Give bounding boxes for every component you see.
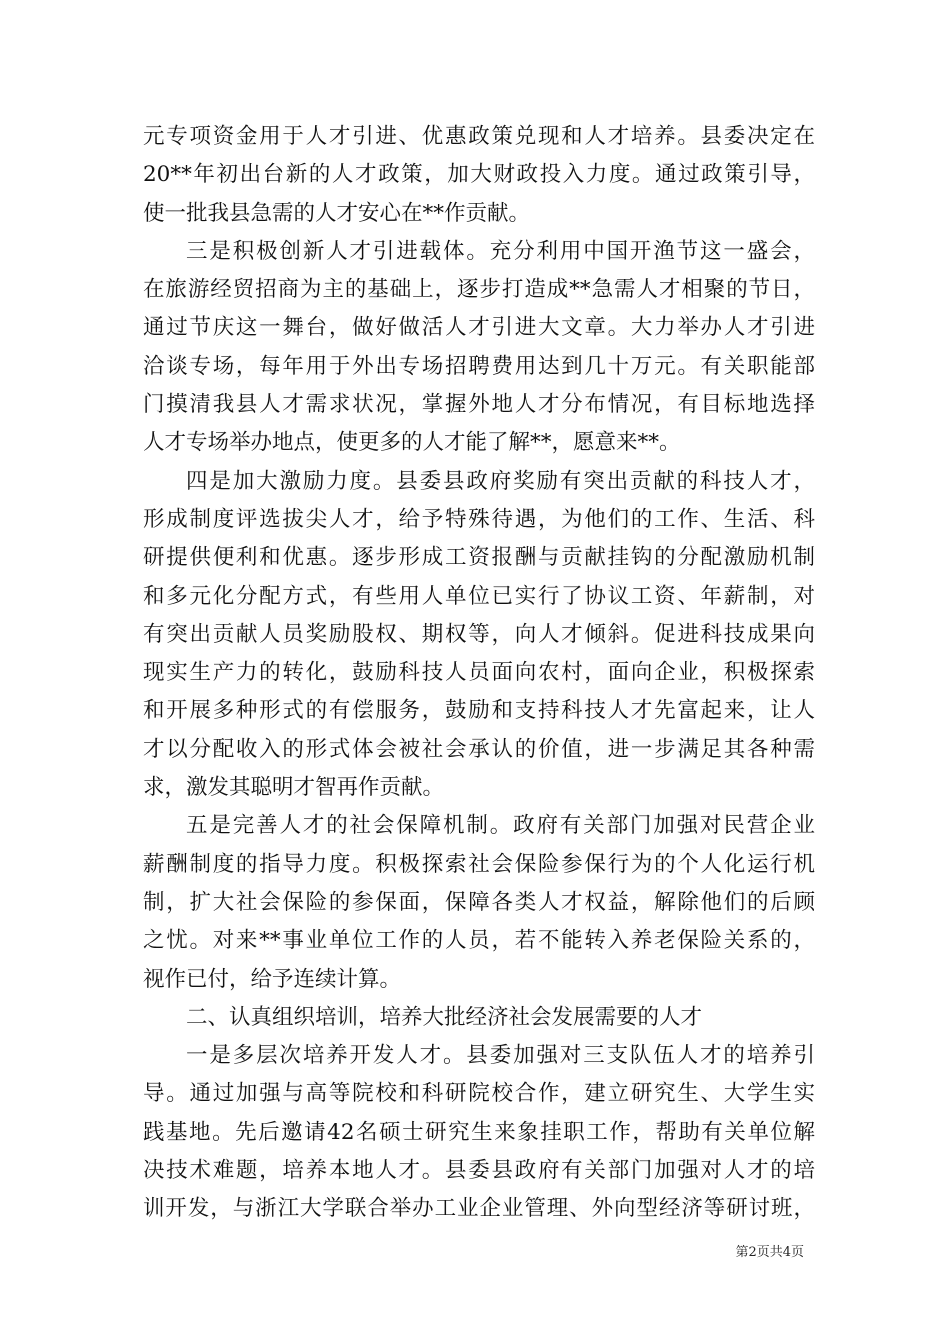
text-line: 薪酬制度的指导力度。积极探索社会保险参保行为的个人化运行机 bbox=[143, 851, 815, 877]
text-line: 洽谈专场，每年用于外出专场招聘费用达到几十万元。有关职能部 bbox=[143, 353, 815, 379]
text-line: 元专项资金用于人才引进、优惠政策兑现和人才培养。县委决定在 bbox=[143, 124, 815, 149]
page-number: 第2页共4页 bbox=[735, 1245, 804, 1260]
text-line: 人才专场举办地点，使更多的人才能了解**，愿意来**。 bbox=[143, 430, 681, 456]
text-line: 研提供便利和优惠。逐步形成工资报酬与贡献挂钩的分配激励机制 bbox=[143, 545, 815, 571]
text-line: 决技术难题，培养本地人才。县委县政府有关部门加强对人才的培 bbox=[143, 1158, 815, 1184]
text-line: 视作已付，给予连续计算。 bbox=[143, 966, 402, 992]
body-text bbox=[143, 118, 815, 1229]
text-line: 一是多层次培养开发人才。县委加强对三支队伍人才的培养引 bbox=[186, 1043, 815, 1069]
text-line: 和开展多种形式的有偿服务，鼓励和支持科技人才先富起来，让人 bbox=[143, 698, 815, 724]
text-line: 三是积极创新人才引进载体。充分利用中国开渔节这一盛会， bbox=[186, 238, 815, 264]
text-line: 训开发，与浙江大学联合举办工业企业管理、外向型经济等研讨班， bbox=[143, 1196, 815, 1222]
text-line: 才以分配收入的形式体会被社会承认的价值，进一步满足其各种需 bbox=[143, 736, 815, 762]
text-line: 五是完善人才的社会保障机制。政府有关部门加强对民营企业 bbox=[186, 813, 815, 839]
text-line: 通过节庆这一舞台，做好做活人才引进大文章。大力举办人才引进 bbox=[143, 315, 815, 341]
text-line: 形成制度评选拔尖人才，给予特殊待遇，为他们的工作、生活、科 bbox=[143, 506, 815, 532]
text-line: 现实生产力的转化，鼓励科技人员面向农村，面向企业，积极探索 bbox=[143, 660, 815, 686]
text-line: 20**年初出台新的人才政策，加大财政投入力度。通过政策引导， bbox=[143, 162, 815, 188]
text-line: 求，激发其聪明才智再作贡献。 bbox=[143, 775, 445, 801]
text-line: 践基地。先后邀请42名硕士研究生来象挂职工作，帮助有关单位解 bbox=[143, 1119, 815, 1145]
text-line: 之忧。对来**事业单位工作的人员，若不能转入养老保险关系的， bbox=[143, 928, 815, 954]
text-line: 导。通过加强与高等院校和科研院校合作，建立研究生、大学生实 bbox=[143, 1081, 815, 1107]
text-line: 和多元化分配方式，有些用人单位已实行了协议工资、年薪制，对 bbox=[143, 583, 815, 609]
text-line: 二、认真组织培训，培养大批经济社会发展需要的人才 bbox=[186, 1004, 703, 1030]
text-line: 四是加大激励力度。县委县政府奖励有突出贡献的科技人才， bbox=[186, 468, 815, 494]
text-line: 在旅游经贸招商为主的基础上，逐步打造成**急需人才相聚的节日， bbox=[143, 277, 815, 303]
text-line: 制，扩大社会保险的参保面，保障各类人才权益，解除他们的后顾 bbox=[143, 889, 815, 915]
text-line: 有突出贡献人员奖励股权、期权等，向人才倾斜。促进科技成果向 bbox=[143, 621, 815, 647]
text-line: 门摸清我县人才需求状况，掌握外地人才分布情况，有目标地选择 bbox=[143, 392, 815, 418]
text-line: 使一批我县急需的人才安心在**作贡献。 bbox=[143, 200, 531, 226]
